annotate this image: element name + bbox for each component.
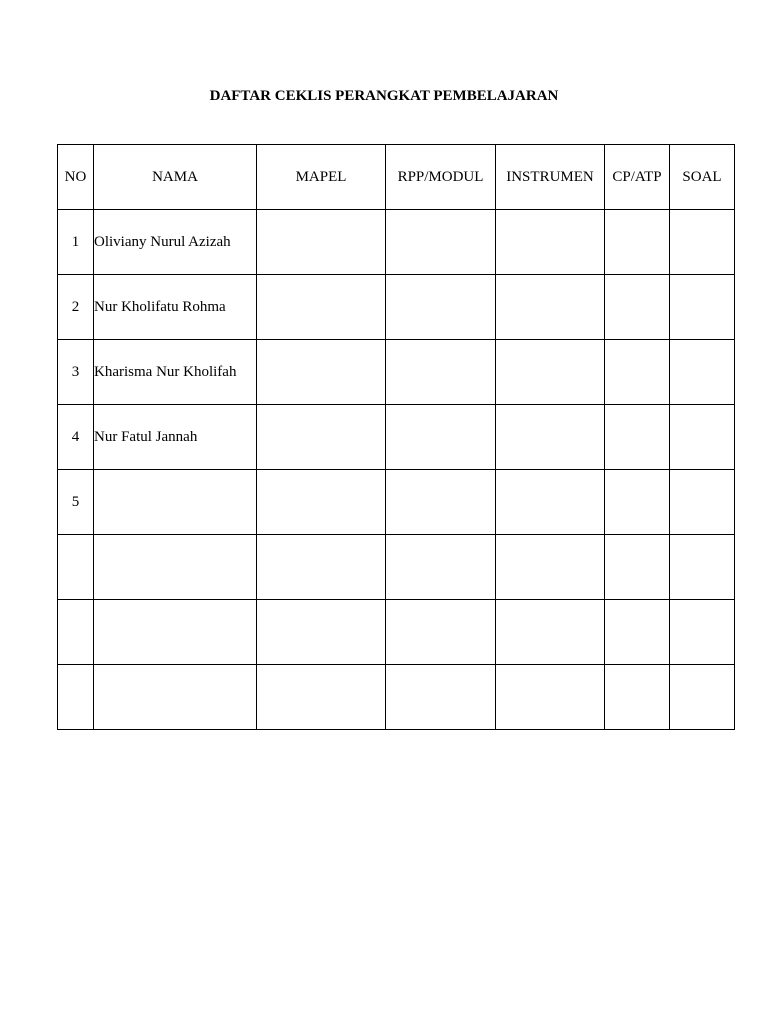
page-title: DAFTAR CEKLIS PERANGKAT PEMBELAJARAN [209,88,559,104]
cell-cp-atp [605,210,670,275]
cell-cp-atp [605,340,670,405]
table-row [58,535,735,600]
cell-mapel [257,405,386,470]
cell-rpp-modul [386,405,496,470]
cell-mapel [257,535,386,600]
cell-instrumen [496,600,605,665]
cell-nama [94,470,257,535]
cell-rpp-modul [386,210,496,275]
cell-nama: Nur Kholifatu Rohma [94,275,257,340]
cell-mapel [257,665,386,730]
header-soal: SOAL [670,145,735,210]
cell-instrumen [496,665,605,730]
cell-cp-atp [605,535,670,600]
cell-mapel [257,275,386,340]
cell-nama [94,665,257,730]
cell-no: 2 [58,275,94,340]
cell-rpp-modul [386,600,496,665]
header-cp-atp: CP/ATP [605,145,670,210]
cell-cp-atp [605,665,670,730]
cell-no [58,665,94,730]
header-mapel: MAPEL [257,145,386,210]
cell-nama: Nur Fatul Jannah [94,405,257,470]
table-row [58,210,735,275]
cell-soal [670,535,735,600]
header-instrumen: INSTRUMEN [496,145,605,210]
cell-instrumen [496,210,605,275]
cell-rpp-modul [386,535,496,600]
table-row [58,665,735,730]
table-row [58,275,735,340]
header-rpp-modul: RPP/MODUL [386,145,496,210]
cell-nama: Kharisma Nur Kholifah [94,340,257,405]
header-nama: NAMA [94,145,257,210]
cell-soal [670,600,735,665]
cell-cp-atp [605,275,670,340]
cell-instrumen [496,275,605,340]
table-row [58,405,735,470]
cell-mapel [257,470,386,535]
cell-no: 1 [58,210,94,275]
cell-instrumen [496,470,605,535]
cell-rpp-modul [386,665,496,730]
cell-rpp-modul [386,340,496,405]
table-row [58,340,735,405]
cell-nama [94,535,257,600]
cell-cp-atp [605,600,670,665]
cell-mapel [257,340,386,405]
cell-soal [670,470,735,535]
table-row [58,600,735,665]
header-no: NO [58,145,94,210]
cell-rpp-modul [386,470,496,535]
cell-soal [670,405,735,470]
cell-instrumen [496,405,605,470]
cell-no: 4 [58,405,94,470]
cell-no: 3 [58,340,94,405]
cell-soal [670,340,735,405]
cell-no [58,600,94,665]
cell-cp-atp [605,470,670,535]
cell-rpp-modul [386,275,496,340]
cell-mapel [257,600,386,665]
cell-nama [94,600,257,665]
cell-instrumen [496,340,605,405]
cell-instrumen [496,535,605,600]
cell-mapel [257,210,386,275]
cell-nama: Oliviany Nurul Azizah [94,210,257,275]
table-row [58,470,735,535]
table-header-row [58,145,735,210]
cell-soal [670,275,735,340]
checklist-table [57,144,735,730]
cell-soal [670,210,735,275]
cell-cp-atp [605,405,670,470]
cell-no [58,535,94,600]
cell-no: 5 [58,470,94,535]
cell-soal [670,665,735,730]
